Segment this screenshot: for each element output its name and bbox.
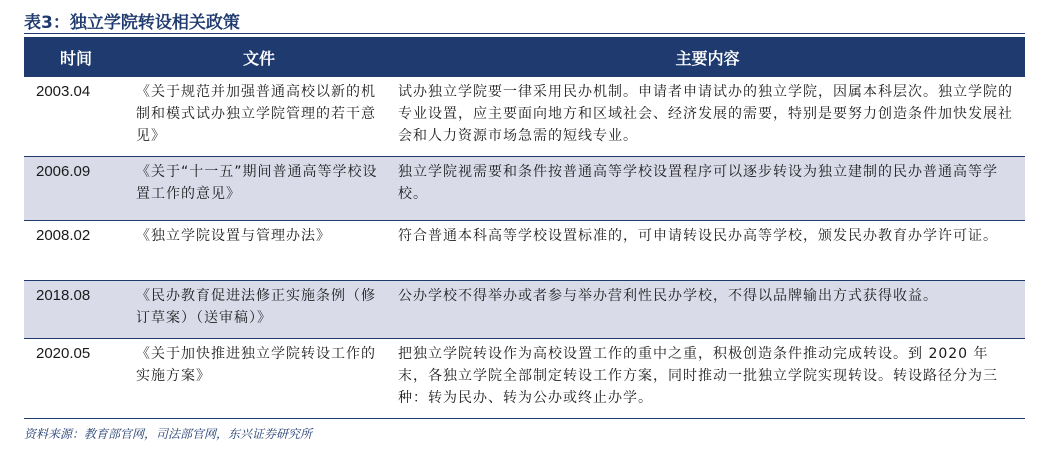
- row-content: 公办学校不得举办或者参与举办营利性民办学校，不得以品牌输出方式获得收益。: [390, 280, 1025, 338]
- row-content: 试办独立学院要一律采用民办机制。申请者申请试办的独立学院，因属本科层次。独立学院的专业设置，应主要面向地方和区域社会、经济发展的需要，特别是要努力创造条件加快发展社会和人力资源市场急需的短线专业。: [390, 77, 1025, 156]
- row-date: 2006.09: [24, 156, 128, 220]
- title-divider: [24, 33, 1025, 34]
- table-row: [24, 156, 1025, 220]
- header-doc: 文件: [128, 37, 390, 77]
- row-date: 2008.02: [24, 220, 128, 280]
- row-document: 《民办教育促进法修正实施条例（修订草案）（送审稿）》: [128, 280, 390, 338]
- source-note: 资料来源：教育部官网，司法部官网，东兴证券研究所: [24, 427, 313, 441]
- row-content: 独立学院视需要和条件按普通高等学校设置程序可以逐步转设为独立建制的民办普通高等学校。: [390, 156, 1025, 220]
- row-date: 2003.04: [24, 77, 128, 156]
- table-row: [24, 220, 1025, 280]
- table-row: [24, 338, 1025, 418]
- row-document: 《独立学院设置与管理办法》: [128, 220, 390, 280]
- row-content: 符合普通本科高等学校设置标准的，可申请转设民办高等学校，颁发民办教育办学许可证。: [390, 220, 1025, 280]
- policy-table: [24, 37, 1025, 419]
- row-document: 《关于“十一五”期间普通高等学校设置工作的意见》: [128, 156, 390, 220]
- row-document: 《关于规范并加强普通高校以新的机制和模式试办独立学院管理的若干意见》: [128, 77, 390, 156]
- header-content: 主要内容: [390, 37, 1025, 77]
- table-title: 表3：独立学院转设相关政策: [24, 13, 240, 33]
- table-header-row: [24, 37, 1025, 77]
- row-content: 把独立学院转设作为高校设置工作的重中之重，积极创造条件推动完成转设。到 2020 年末，各独立学院全部制定转设工作方案，同时推动一批独立学院实现转设。转设路径分为三种：转为民办、转为公办或终止办学。: [390, 338, 1025, 418]
- row-date: 2018.08: [24, 280, 128, 338]
- row-date: 2020.05: [24, 338, 128, 418]
- table-row: [24, 77, 1025, 156]
- header-time: 时间: [24, 37, 128, 77]
- row-document: 《关于加快推进独立学院转设工作的实施方案》: [128, 338, 390, 418]
- table-row: [24, 280, 1025, 338]
